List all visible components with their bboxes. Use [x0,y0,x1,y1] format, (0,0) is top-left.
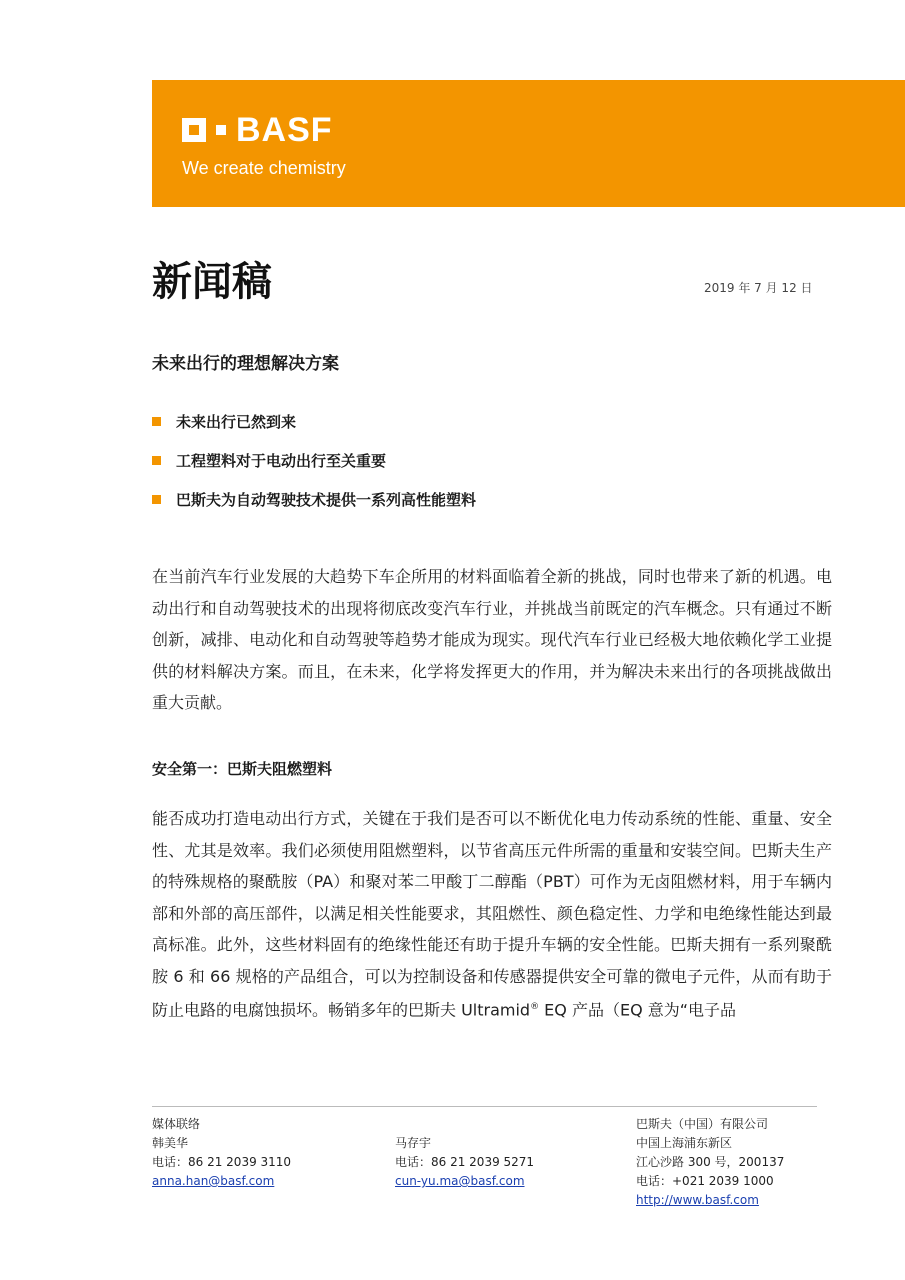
registered-mark: ® [530,1002,540,1012]
tagline: We create chemistry [182,158,346,178]
header-banner [152,80,905,207]
list-item [152,480,476,519]
intro-paragraph: 在当前汽车行业发展的大趋势下车企所用的材料面临着全新的挑战，同时也带来了新的机遇。电动出行和自动驾驶技术的出现将彻底改变汽车行业，并挑战当前既定的汽车概念。只有通过不断创新，减排、电动化和自动驾驶等趋势才能成为现实。现代汽车行业已经极大地依赖化学工业提供的材料解决方案。而且，在未来，化学将发挥更大的作用，并为解决未来出行的各项挑战做出重大贡献。 [152,567,832,712]
square-bullet-icon [152,417,161,426]
document-title: 新闻稿 [152,259,272,305]
company-phone: 电话：+021 2039 1000 [636,1174,774,1188]
contact-name: 韩美华 [152,1136,189,1150]
list-item-text: 巴斯夫为自动驾驶技术提供一系列高性能塑料 [176,491,477,509]
footer-contact-1 [152,1115,291,1191]
body-text: 能否成功打造电动出行方式，关键在于我们是否可以不断优化电力传动系统的性能、重量、安全性、尤其是效率。我们必须使用阻燃塑料，以节省高压元件所需的重量和安装空间。巴斯夫生产的特殊规格的聚酰胺（PA）和聚对苯二甲酸丁二醇酯（PBT）可作为无卤阻燃材料，用于车辆内部和外部的高压部件，以满足相关性能要求，其阻燃性、颜色稳定性、力学和电绝缘性能达到最高标准。此外，这些材料固有的绝缘性能还有助于提升车辆的安全性能。巴斯夫拥有一系列聚酰胺 6 和 66 规格的产品组合，可以为控制设备和传感器提供安全可靠的微电子元件，从而有助于防止电路的电腐蚀损坏。畅销多年的巴斯夫 Ultramid [152,809,832,1020]
square-bullet-icon [152,495,161,504]
contact-phone: 电话：86 21 2039 5271 [395,1155,535,1169]
company-name: 巴斯夫（中国）有限公司 [636,1117,769,1131]
company-address-line2: 江心沙路 300 号，200137 [636,1155,785,1169]
footer-divider [152,1106,817,1107]
list-item-text: 未来出行已然到来 [176,413,297,431]
contact-phone: 电话：86 21 2039 3110 [152,1155,292,1169]
highlight-list [152,402,476,519]
document-date: 2019 年 7 月 12 日 [704,281,813,295]
brand-name: BASF [236,111,333,149]
logo-square-icon [182,118,206,142]
body-text-end: EQ 产品（EQ 意为“电子品 [539,1000,737,1020]
list-item [152,402,476,441]
headline: 未来出行的理想解决方案 [152,354,339,374]
logo-dot-icon [216,125,226,135]
basf-logo [182,113,333,147]
contact-name: 马存宇 [395,1136,432,1150]
body-paragraph [152,803,832,1026]
list-item [152,441,476,480]
list-item-text: 工程塑料对于电动出行至关重要 [176,452,387,470]
section-heading: 安全第一：巴斯夫阻燃塑料 [152,760,333,778]
square-bullet-icon [152,456,161,465]
footer-contact-2 [395,1134,534,1191]
contact-label: 媒体联络 [152,1117,201,1131]
contact-email-link[interactable]: cun-yu.ma@basf.com [395,1174,525,1188]
footer-company [636,1115,784,1210]
contact-email-link[interactable]: anna.han@basf.com [152,1174,275,1188]
company-address-line1: 中国上海浦东新区 [636,1136,733,1150]
website-link[interactable]: http://www.basf.com [636,1193,759,1207]
